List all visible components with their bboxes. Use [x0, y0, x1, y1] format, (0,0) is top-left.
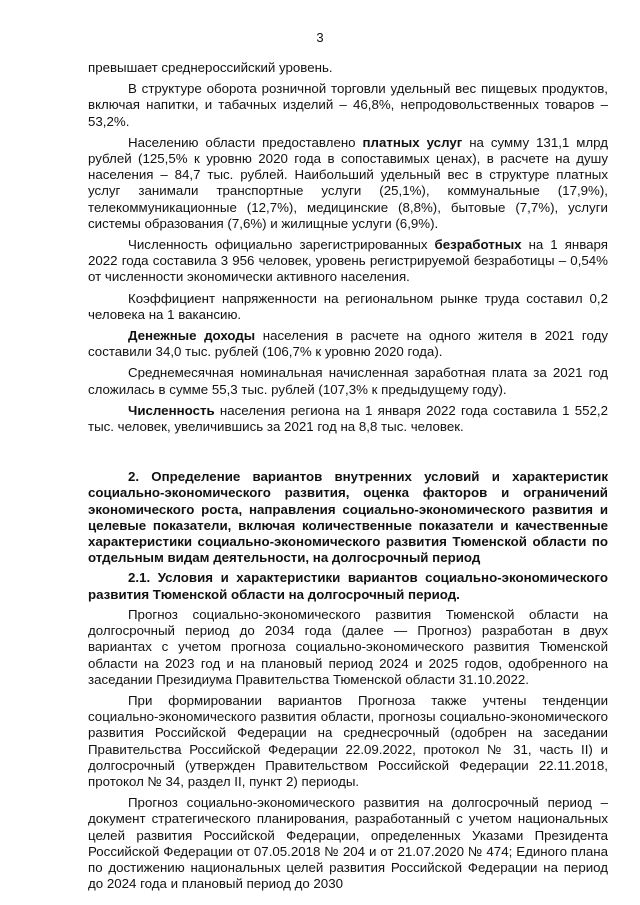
- paragraph-paid-services: Населению области предоставлено платных услуг на сумму 131,1 млрд рублей (125,5% к уровню 2020 года в сопоставимых ценах), в расчете на душу населения – 84,7 тыс. рублей. Наибольший удельный вес в структуре платных услуг занимали транспортные услуги (25,1%), коммунальные (17,9%), телекоммуникационные (12,7%), медицинские (8,8%), бытовые (7,7%), услуги системы образования (7,6%) и жилищные услуги (6,9%).: [88, 134, 608, 231]
- page-content: [88, 60, 608, 897]
- paragraph-variants: При формировании вариантов Прогноза также учтены тенденции социально-экономического развития области, прогнозы социально-экономического развития Российской Федерации на среднесрочный (одобрен на заседании Правительства Российской Федерации 22.09.2022, протокол № 31, часть II) и долгосрочный (утвержден Правительством Российской Федерации 22.11.2018, протокол № 34, раздел II, пункт 2) периоды.: [88, 692, 608, 789]
- paragraph-population: Численность населения региона на 1 января 2022 года составила 1 552,2 тыс. человек, увеличившись за 2021 год на 8,8 тыс. человек.: [88, 402, 608, 435]
- paragraph-income: Денежные доходы населения в расчете на одного жителя в 2021 году составили 34,0 тыс. рублей (106,7% к уровню 2020 года).: [88, 328, 608, 360]
- paragraph-retail: В структуре оборота розничной торговли удельный вес пищевых продуктов, включая напитки, и табачных изделий – 46,8%, непродовольственных товаров – 53,2%.: [88, 81, 608, 129]
- paragraph-tension: Коэффициент напряженности на региональном рынке труда составил 0,2 человека на 1 вакансию.: [88, 290, 608, 322]
- paragraph-0: превышает среднероссийский уровень.: [88, 60, 333, 75]
- paragraph-unemployed: Численность официально зарегистрированных безработных на 1 января 2022 года составила 3 956 человек, уровень регистрируемой безработицы – 0,54% от численности экономически активного населения.: [88, 237, 608, 285]
- paragraph-forecast: Прогноз социально-экономического развития Тюменской области на долгосрочный период до 2034 года (далее — Прогноз) разработан в двух вариантах с учетом прогноза социально-экономического развития Тюменской области на 2023 год и на плановый период 2024 и 2025 годов, одобренного на заседании Президиума Правительства Тюменской области 31.10.2022.: [88, 606, 608, 687]
- section-heading: 2. Определение вариантов внутренних условий и характеристик социально-экономического развития, оценка факторов и ограничений экономического роста, направления социально-экономического развития и целевые показатели, включая количественные показатели и качественные характеристики социально-экономического развития Тюменской области по отдельным видам деятельности, на долгосрочный период: [88, 469, 608, 566]
- page-number: 3: [316, 30, 324, 45]
- paragraph-wage: Среднемесячная номинальная начисленная заработная плата за 2021 год сложилась в сумме 55,3 тыс. рублей (107,3% к предыдущему году).: [88, 365, 608, 397]
- subsection-heading: 2.1. Условия и характеристики вариантов социально-экономического развития Тюменской области на долгосрочный период.: [88, 570, 608, 602]
- paragraph-long-term: Прогноз социально-экономического развития на долгосрочный период – документ стратегического планирования, разработанный с учетом национальных целей развития Российской Федерации, определенных Указами Президента Российской Федерации от 07.05.2018 № 204 и от 21.07.2020 № 474; Единого плана по достижению национальных целей развития Российской Федерации на период до 2024 года и плановый период до 2030: [88, 795, 608, 892]
